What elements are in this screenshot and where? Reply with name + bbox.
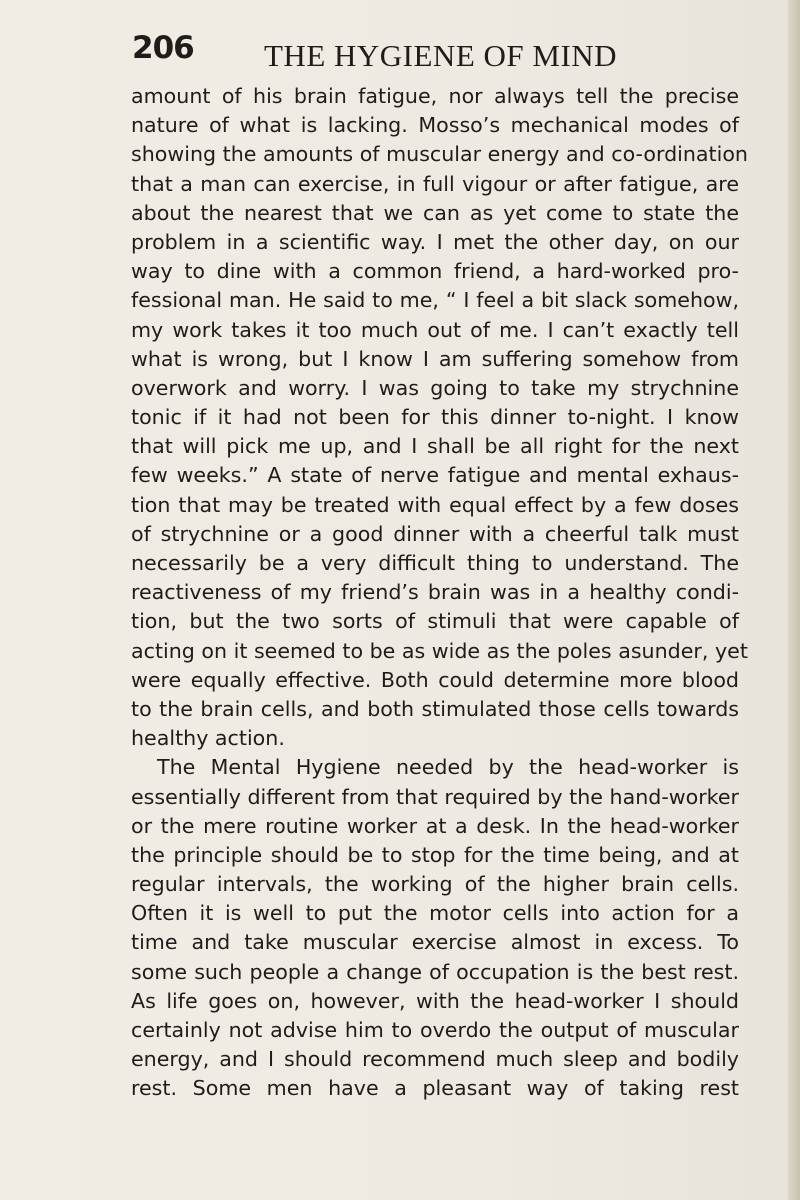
- text-line: to the brain cells, and both stimulated those cells towards: [131, 696, 739, 721]
- text-line: overwork and worry. I was going to take my strychnine: [131, 375, 739, 400]
- text-line: energy, and I should recommend much sleep and bodily: [131, 1047, 739, 1072]
- text-line: of strychnine or a good dinner with a cheerful talk must: [131, 521, 739, 546]
- body-text: [131, 82, 748, 1104]
- page-header: [132, 30, 752, 80]
- paragraph-start-line: The Mental Hygiene needed by the head-worker is: [157, 755, 739, 780]
- text-line: about the nearest that we can as yet come to state the: [131, 200, 739, 225]
- text-line: tion, but the two sorts of stimuli that were capable of: [131, 609, 739, 634]
- text-line: essentially different from that required by the hand-worker: [131, 784, 739, 809]
- text-line: my work takes it too much out of me. I can’t exactly tell: [131, 317, 739, 342]
- text-line: amount of his brain fatigue, nor always tell the precise: [131, 84, 739, 108]
- page-edge: [788, 0, 800, 1200]
- text-line: way to dine with a common friend, a hard-worked pro-: [131, 259, 739, 284]
- text-line: tonic if it had not been for this dinner to-night. I know: [131, 405, 739, 430]
- text-line: what is wrong, but I know I am suffering somehow from: [131, 346, 739, 371]
- text-line: or the mere routine worker at a desk. In the head-worker: [131, 813, 739, 838]
- paragraph-end-line: healthy action.: [131, 726, 285, 751]
- running-head: THE HYGIENE OF MIND: [264, 38, 618, 73]
- text-line: reactiveness of my friend’s brain was in a healthy condi-: [131, 580, 739, 605]
- text-line: fessional man. He said to me, “ I feel a bit slack somehow,: [131, 288, 739, 313]
- text-line: time and take muscular exercise almost in excess. To: [131, 930, 739, 955]
- text-line: problem in a scientific way. I met the other day, on our: [131, 229, 739, 254]
- text-line: showing the amounts of muscular energy and co-ordination: [131, 142, 748, 167]
- text-line: that a man can exercise, in full vigour or after fatigue, are: [131, 171, 739, 196]
- text-line: regular intervals, the working of the higher brain cells.: [131, 872, 739, 897]
- text-line: acting on it seemed to be as wide as the poles asunder, yet: [131, 638, 748, 663]
- text-line: were equally effective. Both could determine more blood: [131, 667, 739, 692]
- text-line: certainly not advise him to overdo the output of muscular: [131, 1018, 739, 1042]
- text-line: rest. Some men have a pleasant way of taking rest: [131, 1076, 739, 1101]
- text-line: the principle should be to stop for the time being, and at: [131, 842, 739, 867]
- text-line: some such people a change of occupation is the best rest.: [131, 959, 739, 984]
- page-number: 206: [132, 30, 194, 66]
- text-line: As life goes on, however, with the head-worker I should: [131, 988, 739, 1013]
- text-line: Often it is well to put the motor cells into action for a: [131, 901, 739, 926]
- text-line: few weeks.” A state of nerve fatigue and mental exhaus-: [131, 463, 739, 488]
- text-line: necessarily be a very difficult thing to understand. The: [131, 551, 739, 575]
- text-line: nature of what is lacking. Mosso’s mechanical modes of: [131, 113, 739, 138]
- text-line: tion that may be treated with equal effect by a few doses: [131, 492, 739, 517]
- text-line: that will pick me up, and I shall be all right for the next: [131, 434, 739, 459]
